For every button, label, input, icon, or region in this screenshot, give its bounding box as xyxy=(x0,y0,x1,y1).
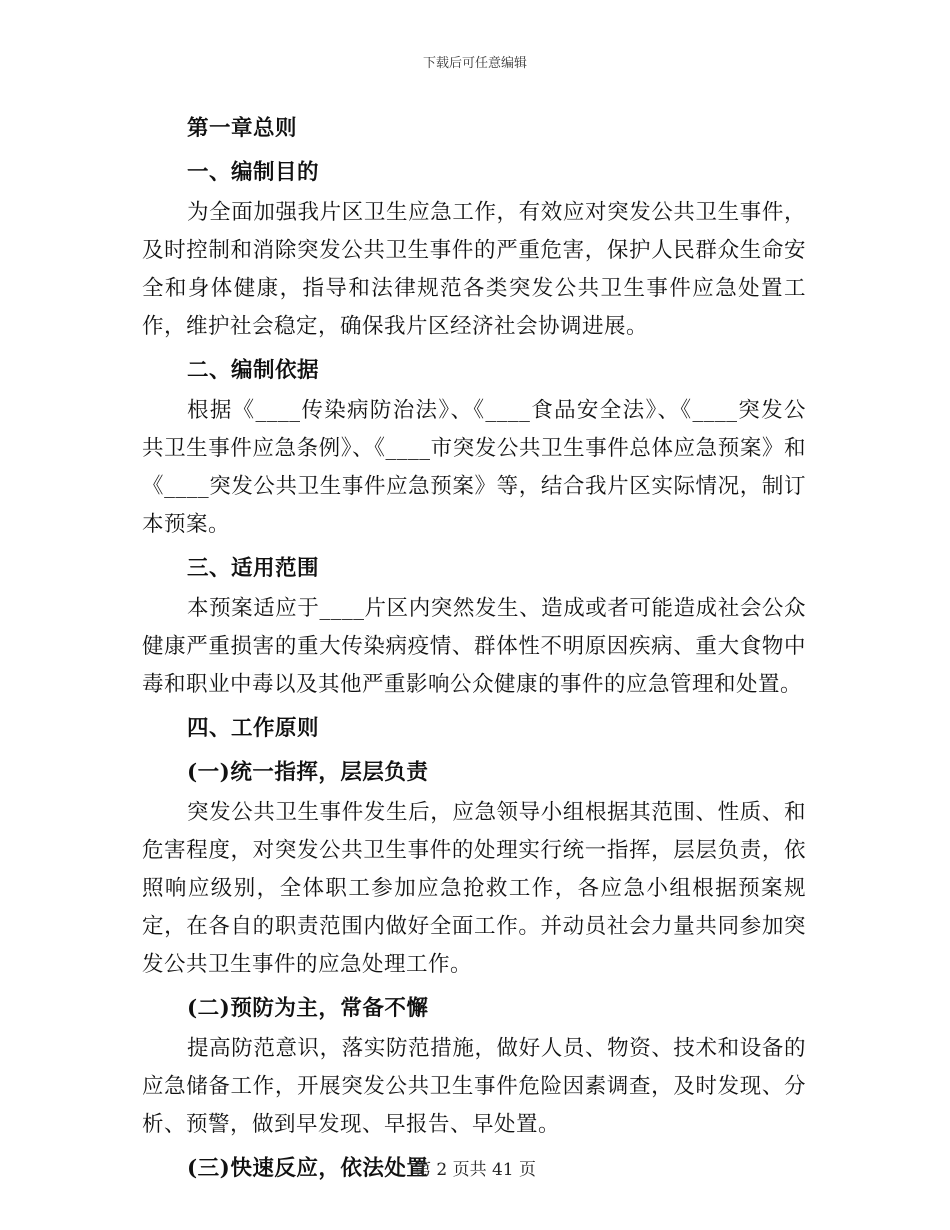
paragraph: 为全面加强我片区卫生应急工作，有效应对突发公共卫生事件，及时控制和消除突发公共卫生事件的严重危害，保护人民群众生命安全和身体健康，指导和法律规范各类突发公共卫生事件应急处置工作，维护社会稳定，确保我片区经济社会协调进展。 xyxy=(142,200,806,339)
subsection-heading: (一)统一指挥，层层负责 xyxy=(187,760,429,785)
paragraph: 本预案适应于____片区内突然发生、造成或者可能造成社会公众健康严重损害的重大传染病疫情、群体性不明原因疾病、重大食物中毒和职业中毒以及其他严重影响公众健康的事件的应急管理和处置。 xyxy=(142,596,806,697)
paragraph: 突发公共卫生事件发生后，应急领导小组根据其范围、性质、和危害程度，对突发公共卫生事件的处理实行统一指挥，层层负责，依照响应级别，全体职工参加应急抢救工作，各应急小组根据预案规定，在各自的职责范围内做好全面工作。并动员社会力量共同参加突发公共卫生事件的应急处理工作。 xyxy=(142,800,806,977)
section-heading: 三、适用范围 xyxy=(187,556,320,581)
section-heading: 四、工作原则 xyxy=(187,716,320,741)
subsection-heading: (二)预防为主，常备不懈 xyxy=(187,996,429,1021)
paragraph: 根据《____传染病防治法》、《____食品安全法》、《____突发公共卫生事件应急条例》、《____市突发公共卫生事件总体应急预案》和《____突发公共卫生事件应急预案》等，结合我片区实际情况，制订本预案。 xyxy=(142,398,806,537)
document-body xyxy=(142,104,806,1190)
section-heading: 二、编制依据 xyxy=(187,358,320,383)
section-heading: 一、编制目的 xyxy=(187,160,320,185)
chapter-title: 第一章总则 xyxy=(187,116,298,141)
subsection-heading: (三)快速反应，依法处置 xyxy=(187,1156,429,1181)
page-number: 第 2 页共 41 页 xyxy=(413,1160,537,1180)
paragraph: 提高防范意识，落实防范措施，做好人员、物资、技术和设备的应急储备工作，开展突发公共卫生事件危险因素调查，及时发现、分析、预警，做到早发现、早报告、早处置。 xyxy=(142,1036,806,1137)
page-header: 下载后可任意编辑 xyxy=(422,56,527,71)
